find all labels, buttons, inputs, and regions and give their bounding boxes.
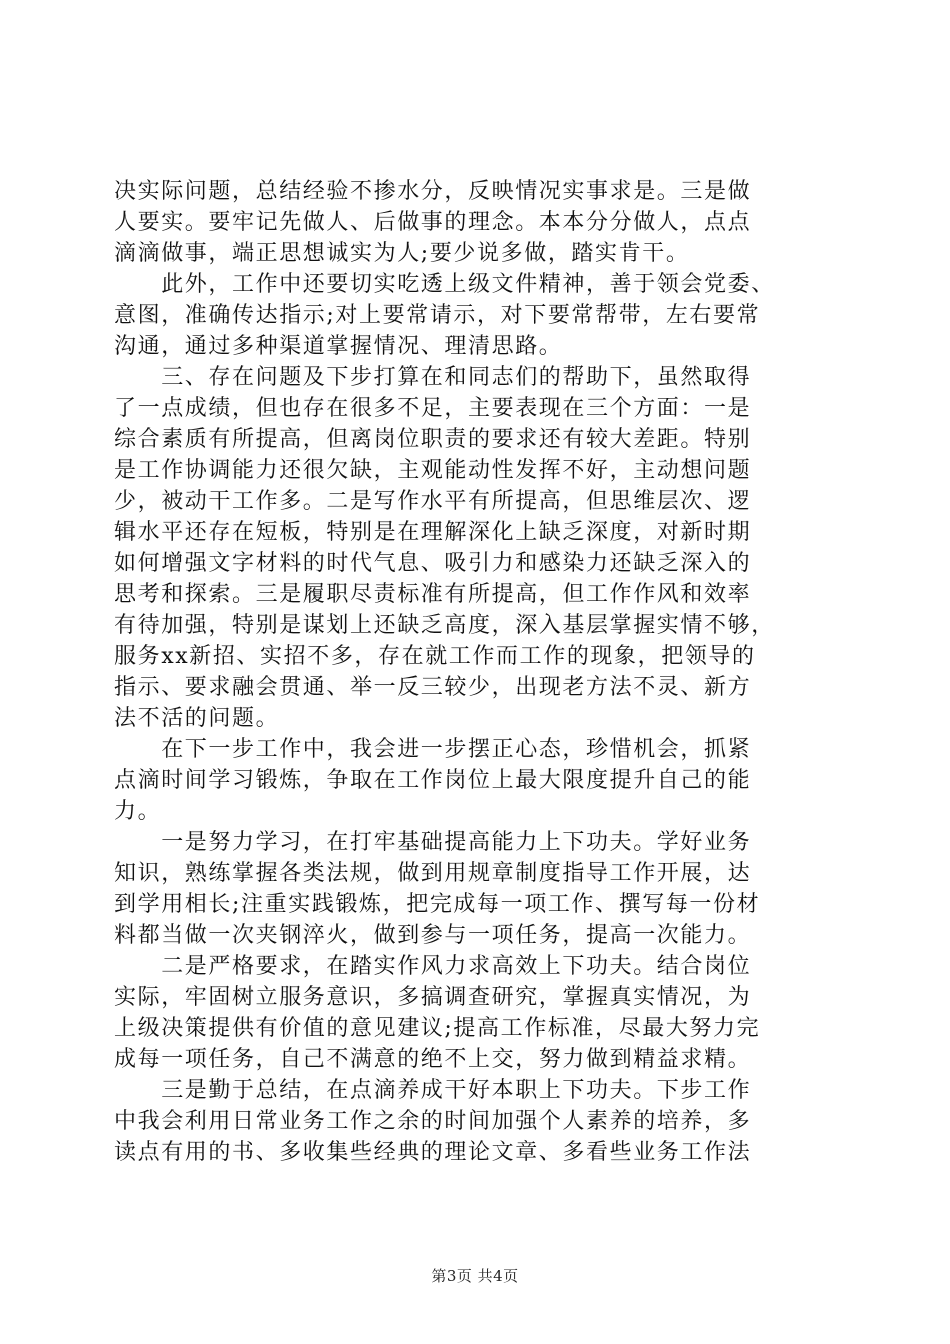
body-text	[114, 176, 834, 1168]
text-line: 有待加强，特别是谋划上还缺乏高度，深入基层掌握实情不够，	[114, 613, 775, 638]
text-line: 了一点成绩，但也存在很多不足，主要表现在三个方面：一是	[114, 396, 752, 421]
text-line: 力。	[114, 799, 162, 824]
text-line: 人要实。要牢记先做人、后做事的理念。本本分分做人，点点	[114, 210, 752, 235]
text-line: 指示、要求融会贯通、举一反三较少，出现老方法不灵、新方	[114, 675, 752, 700]
text-line: 知识，熟练掌握各类法规，做到用规章制度指导工作开展，达	[114, 861, 752, 886]
text-line: 法不活的问题。	[114, 706, 280, 731]
text-line: 综合素质有所提高，但离岗位职责的要求还有较大差距。特别	[114, 427, 752, 452]
text-line: 在下一步工作中，我会进一步摆正心态，珍惜机会，抓紧	[114, 737, 752, 762]
text-line: 上级决策提供有价值的意见建议;提高工作标准，尽最大努力完	[114, 1016, 761, 1041]
text-line: 读点有用的书、多收集些经典的理论文章、多看些业务工作法	[114, 1140, 752, 1165]
text-line: 决实际问题，总结经验不掺水分，反映情况实事求是。三是做	[114, 179, 752, 204]
text-line: 辑水平还存在短板，特别是在理解深化上缺乏深度，对新时期	[114, 520, 752, 545]
text-line: 服务xx新招、实招不多，存在就工作而工作的现象，把领导的	[114, 644, 756, 669]
text-line: 料都当做一次夹钢淬火，做到参与一项任务，提高一次能力。	[114, 923, 752, 948]
text-line: 少，被动干工作多。二是写作水平有所提高，但思维层次、逻	[114, 489, 752, 514]
text-line: 点滴时间学习锻炼，争取在工作岗位上最大限度提升自己的能	[114, 768, 752, 793]
text-line: 意图，准确传达指示;对上要常请示，对下要常帮带，左右要常	[114, 303, 761, 328]
text-line: 中我会利用日常业务工作之余的时间加强个人素养的培养，多	[114, 1109, 752, 1134]
text-line: 是工作协调能力还很欠缺，主观能动性发挥不好，主动想问题	[114, 458, 752, 483]
text-line: 此外，工作中还要切实吃透上级文件精神，善于领会党委、	[114, 272, 775, 297]
text-line: 思考和探索。三是履职尽责标准有所提高，但工作作风和效率	[114, 582, 752, 607]
text-line: 实际，牢固树立服务意识，多搞调查研究，掌握真实情况，为	[114, 985, 752, 1010]
text-line: 如何增强文字材料的时代气息、吸引力和感染力还缺乏深入的	[114, 551, 752, 576]
text-line: 二是严格要求，在踏实作风力求高效上下功夫。结合岗位	[114, 954, 752, 979]
text-line: 成每一项任务，自己不满意的绝不上交，努力做到精益求精。	[114, 1047, 752, 1072]
text-line: 三是勤于总结，在点滴养成干好本职上下功夫。下步工作	[114, 1078, 752, 1103]
text-line: 三、存在问题及下步打算在和同志们的帮助下，虽然取得	[114, 365, 752, 390]
text-line: 一是努力学习，在打牢基础提高能力上下功夫。学好业务	[114, 830, 752, 855]
text-line: 到学用相长;注重实践锻炼，把完成每一项工作、撰写每一份材	[114, 892, 761, 917]
page-footer: 第3页 共4页	[431, 1267, 519, 1285]
text-line: 沟通，通过多种渠道掌握情况、理清思路。	[114, 334, 563, 359]
text-line: 滴滴做事，端正思想诚实为人;要少说多做，踏实肯干。	[114, 241, 690, 266]
